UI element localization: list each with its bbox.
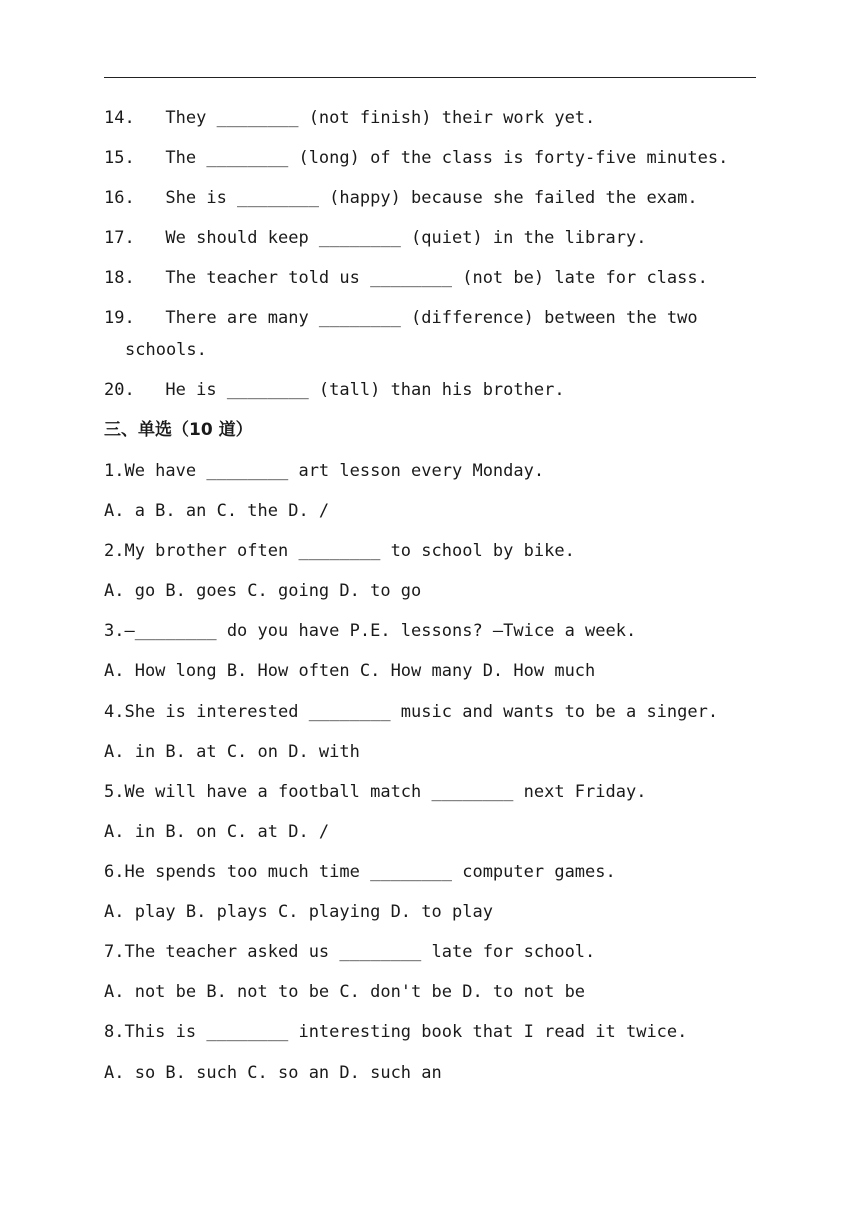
mc-question-7: 7.The teacher asked us ________ late for school. bbox=[104, 942, 596, 962]
mc-options-1: A. a B. an C. the D. / bbox=[104, 501, 330, 521]
mc-options-4: A. in B. at C. on D. with bbox=[104, 742, 360, 762]
mc-question-4: 4.She is interested ________ music and wants to be a singer. bbox=[104, 702, 719, 722]
mc-question-8: 8.This is ________ interesting book that I read it twice. bbox=[104, 1022, 688, 1042]
question-19-continuation: schools. bbox=[125, 340, 207, 360]
mc-options-2: A. go B. goes C. going D. to go bbox=[104, 581, 422, 601]
header-rule bbox=[104, 77, 756, 78]
mc-question-5: 5.We will have a football match ________ next Friday. bbox=[104, 782, 647, 802]
question-19: 19. There are many ________ (difference) between the two bbox=[104, 308, 698, 328]
question-18: 18. The teacher told us ________ (not be) late for class. bbox=[104, 268, 708, 288]
mc-options-5: A. in B. on C. at D. / bbox=[104, 822, 330, 842]
mc-question-6: 6.He spends too much time ________ computer games. bbox=[104, 862, 616, 882]
question-16: 16. She is ________ (happy) because she failed the exam. bbox=[104, 188, 698, 208]
mc-options-7: A. not be B. not to be C. don't be D. to not be bbox=[104, 982, 586, 1002]
question-17: 17. We should keep ________ (quiet) in the library. bbox=[104, 228, 647, 248]
mc-question-3: 3.—________ do you have P.E. lessons? —Twice a week. bbox=[104, 621, 637, 641]
mc-options-6: A. play B. plays C. playing D. to play bbox=[104, 902, 493, 922]
question-20: 20. He is ________ (tall) than his brother. bbox=[104, 380, 565, 400]
mc-question-2: 2.My brother often ________ to school by bike. bbox=[104, 541, 575, 561]
mc-options-8: A. so B. such C. so an D. such an bbox=[104, 1063, 442, 1083]
mc-options-3: A. How long B. How often C. How many D. How much bbox=[104, 661, 596, 681]
question-15: 15. The ________ (long) of the class is forty-five minutes. bbox=[104, 148, 729, 168]
question-14: 14. They ________ (not finish) their work yet. bbox=[104, 108, 596, 128]
mc-question-1: 1.We have ________ art lesson every Monday. bbox=[104, 461, 545, 481]
section-3-heading: 三、单选（10 道） bbox=[104, 420, 253, 440]
